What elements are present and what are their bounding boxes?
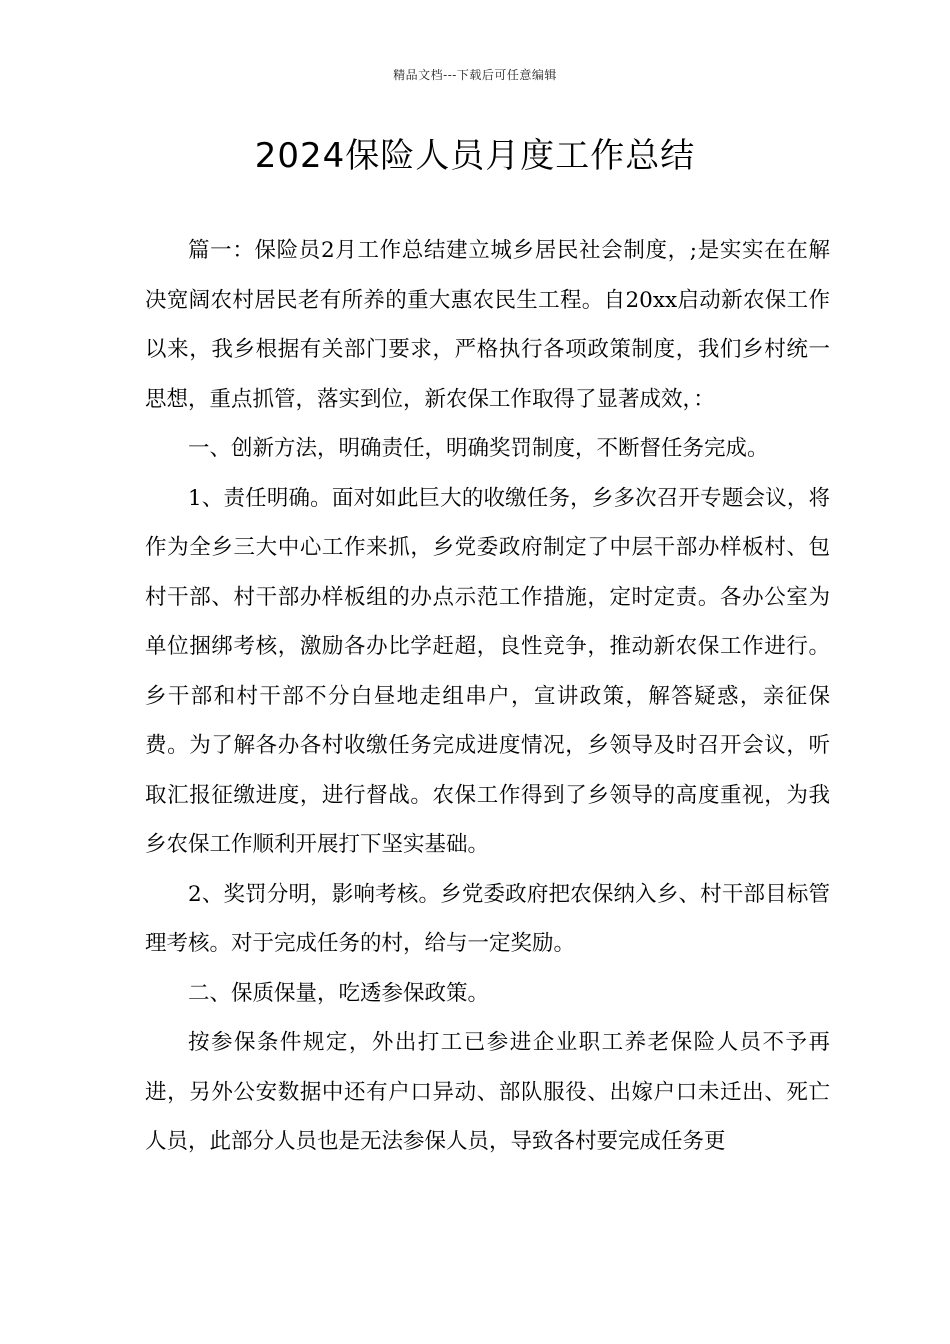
paragraph: 二、保质保量，吃透参保政策。 [188, 980, 490, 1006]
paragraph: 一、创新方法，明确责任，明确奖罚制度，不断督任务完成。 [188, 436, 769, 461]
document-title: 2024保险人员月度工作总结 [254, 136, 696, 176]
header-note: 精品文档---下载后可任意编辑 [393, 68, 557, 82]
document-body [145, 226, 830, 1167]
paragraph: 1、责任明确。面对如此巨大的收缴任务，乡多次召开专题会议，将作为全乡三大中心工作来抓，乡党委政府制定了中层干部办样板村、包村干部、村干部办样板组的办点示范工作措施，定时定责。各办公室为单位捆绑考核，激励各办比学赶超，良性竞争，推动新农保工作进行。乡干部和村干部不分白昼地走组串户，宣讲政策，解答疑惑，亲征保费。为了解各办各村收缴任务完成进度情况，乡领导及时召开会议，听取汇报征缴进度，进行督战。农保工作得到了乡领导的高度重视，为我乡农保工作顺利开展打下坚实基础。 [145, 485, 830, 857]
paragraph: 按参保条件规定，外出打工已参进企业职工养老保险人员不予再进，另外公安数据中还有户口异动、部队服役、出嫁户口未迁出、死亡人员，此部分人员也是无法参保人员，导致各村要完成任务更 [145, 1030, 830, 1154]
paragraph: 篇一：保险员2月工作总结建立城乡居民社会制度，;是实实在在解决宽阔农村居民老有所养的重大惠农民生工程。自20xx启动新农保工作以来，我乡根据有关部门要求，严格执行各项政策制度，我们乡村统一思想，重点抓管，落实到位，新农保工作取得了显著成效，： [145, 238, 830, 412]
paragraph: 2、奖罚分明，影响考核。乡党委政府把农保纳入乡、村干部目标管理考核。对于完成任务的村，给与一定奖励。 [145, 881, 830, 956]
